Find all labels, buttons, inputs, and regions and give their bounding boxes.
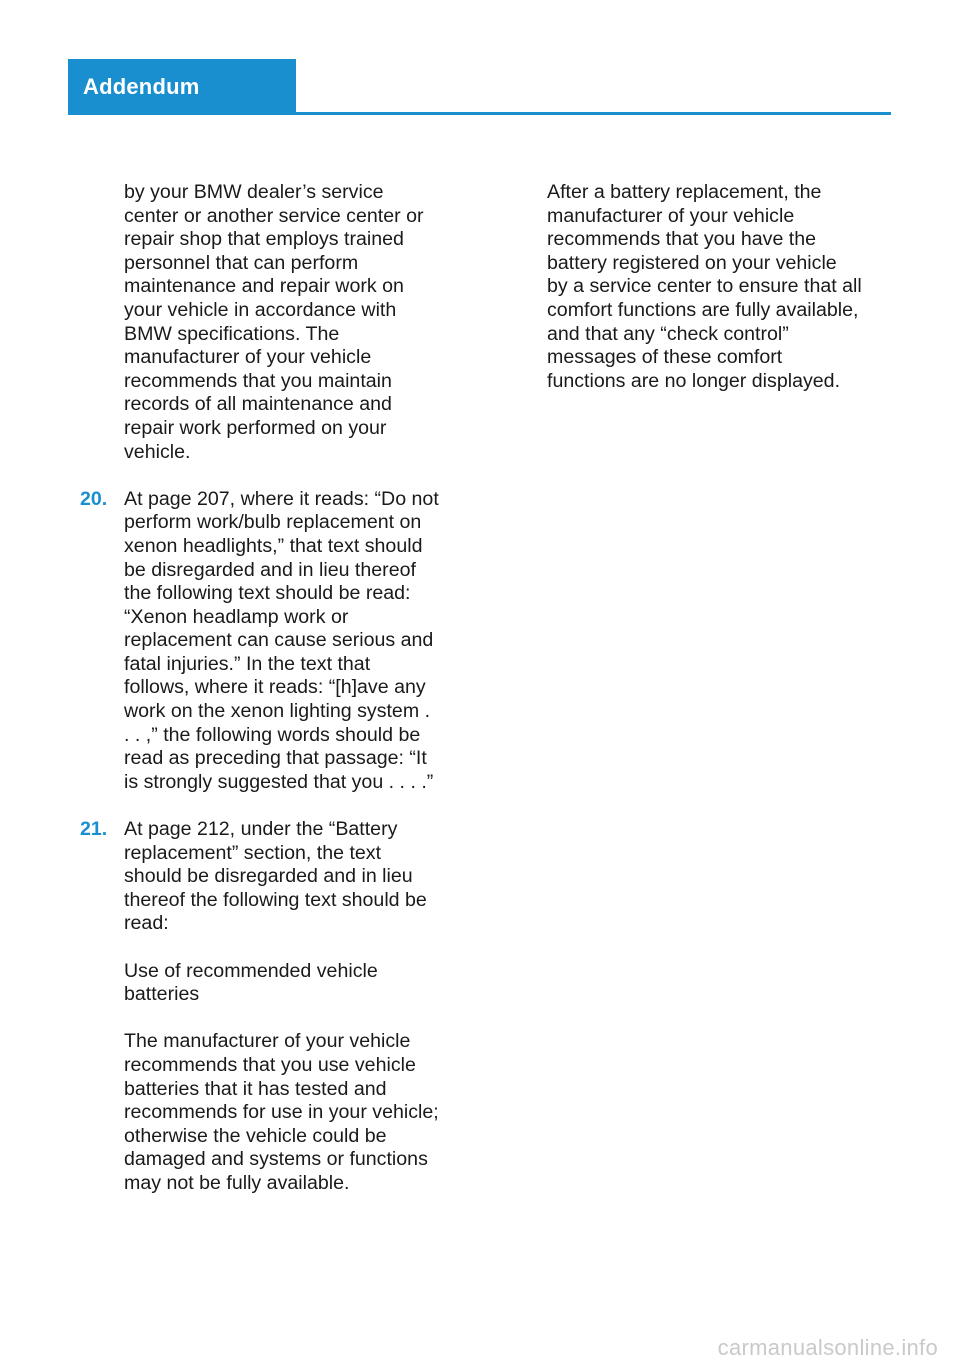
item-text: At page 207, where it reads: “Do not perform work/bulb replacement on xenon headlights,” that text should be disregarded and in lieu thereof the following text should be read: “Xenon headlamp work or replacement can cause serious and fatal injuries.” In the text that follows, where it reads: “[h]ave any work on the xenon lighting system . . . ,” the following words should be read as preceding that passage: “It is strongly suggested that you . . . .” bbox=[124, 487, 439, 793]
list-item-20 bbox=[80, 488, 480, 795]
header-tab bbox=[68, 59, 296, 114]
right-column bbox=[547, 181, 892, 393]
battery-paragraph: The manufacturer of your vehicle recommends that you use vehicle batteries that it has tested and recommends for use in your vehicle; otherwise the vehicle could be damaged and systems or functions may not be fully available. bbox=[124, 1030, 439, 1194]
continuation-paragraph: by your BMW dealer’s service center or another service center or repair shop that employs trained personnel that can perform maintenance and repair work on your vehicle in accordance with BMW specifications. The manufacturer of your vehicle recommends that you maintain records of all maintenance and repair work performed on your vehicle. bbox=[124, 181, 424, 463]
item-number: 20. bbox=[80, 487, 108, 510]
item-number: 21. bbox=[80, 818, 108, 841]
battery-subheading: Use of recommended vehicle batteries bbox=[124, 959, 378, 1006]
list-item-21 bbox=[80, 818, 480, 936]
left-column bbox=[80, 181, 480, 1196]
battery-registration-paragraph: After a battery replacement, the manufacturer of your vehicle recommends that you have the battery registered on your vehicle by a service center to ensure that all comfort functions are fully available, and that any “check control” messages of these comfort functions are no longer displayed. bbox=[547, 181, 862, 392]
item-text: At page 212, under the “Battery replacement” section, the text should be disregarded and in lieu thereof the following text should be read: bbox=[124, 818, 427, 935]
page-title: Addendum bbox=[83, 74, 200, 99]
header-rule bbox=[68, 112, 891, 115]
watermark: carmanualsonline.info bbox=[717, 1335, 938, 1360]
